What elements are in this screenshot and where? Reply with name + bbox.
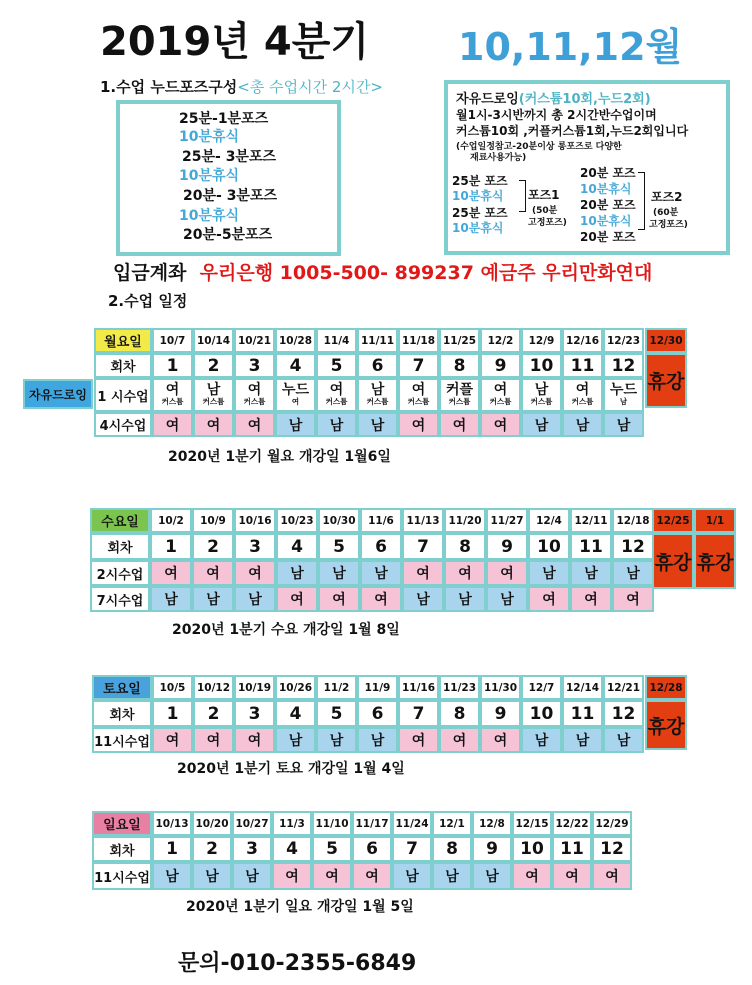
date-cell: 10/26 [275,675,316,700]
gender-cell: 남 [432,862,472,890]
date-cell: 12/9 [521,328,562,353]
round-cell: 12 [603,353,644,378]
gender-cell: 여 [312,862,352,890]
months-heading: 10,11,12월 [458,25,683,69]
model-type: 커스튬 [161,397,184,406]
gender-cell: 남 [150,586,192,612]
round-label: 회차 [90,533,150,560]
holiday-date: 12/25 [652,508,694,533]
date-cell: 12/23 [603,328,644,353]
date-cell: 10/28 [275,328,316,353]
holiday-date: 12/28 [645,675,687,700]
model-type: 커스튬 [366,397,389,406]
holiday-cell: 휴강 [652,533,694,589]
date-cell: 12/21 [603,675,644,700]
gender-cell: 남 [357,412,398,437]
round-cell: 10 [528,533,570,560]
round-cell: 8 [432,836,472,862]
round-cell: 2 [192,533,234,560]
round-cell: 4 [275,353,316,378]
round-cell: 3 [234,700,275,727]
gender-cell: 남 [275,727,316,753]
round-cell: 9 [472,836,512,862]
date-cell: 11/13 [402,508,444,533]
gender-cell: 여 [480,727,521,753]
pose1-sub: (50분 [532,206,558,216]
date-cell: 12/18 [612,508,654,533]
day-label: 토요일 [92,675,152,700]
model-gender: 여 [493,382,508,398]
round-cell: 6 [357,353,398,378]
date-cell: 10/23 [276,508,318,533]
pose-line: 20분 포즈 [580,230,636,244]
round-cell: 7 [398,700,439,727]
holiday-date: 12/30 [645,328,687,353]
date-cell: 11/3 [272,811,312,836]
date-cell: 10/19 [234,675,275,700]
gender-cell: 여 [276,586,318,612]
date-cell: 10/14 [193,328,234,353]
round-cell: 4 [275,700,316,727]
date-cell: 10/20 [192,811,232,836]
gender-cell: 여 [360,586,402,612]
pose-line: 25분 포즈 [452,174,508,188]
gender-cell [398,378,439,412]
row2-label: 7시수업 [90,586,150,612]
gender-cell: 여 [570,586,612,612]
gender-cell [234,378,275,412]
model-gender: 여 [247,382,262,398]
gender-cell: 여 [480,412,521,437]
model-gender: 여 [329,382,344,398]
round-cell: 6 [360,533,402,560]
date-cell: 11/6 [360,508,402,533]
round-cell: 10 [521,353,562,378]
gender-cell: 여 [234,727,275,753]
date-cell: 12/16 [562,328,603,353]
gender-cell [562,378,603,412]
gender-cell: 여 [234,560,276,586]
gender-cell: 남 [603,727,644,753]
gender-cell: 여 [150,560,192,586]
date-cell: 12/11 [570,508,612,533]
pose-line: 20분 포즈 [580,166,636,180]
model-type: 커스튬 [571,397,594,406]
round-cell: 11 [562,700,603,727]
round-cell: 9 [480,353,521,378]
section1-title: 1.수업 누드포즈구성<총 수업시간 2시간> [100,78,383,96]
page-title: 2019년 4분기 [100,19,370,65]
round-cell: 1 [150,533,192,560]
holiday-cell: 휴강 [645,700,687,750]
round-cell: 3 [234,353,275,378]
gender-cell: 남 [276,560,318,586]
model-type: 커스튬 [530,397,553,406]
round-cell: 10 [521,700,562,727]
round-label: 회차 [94,353,152,378]
round-cell: 9 [480,700,521,727]
rest-line: 10분휴식 [452,189,504,203]
round-cell: 6 [352,836,392,862]
gender-cell: 남 [528,560,570,586]
free-drawing-badge: 자유드로잉 [23,379,93,409]
gender-cell: 남 [402,586,444,612]
gender-cell: 여 [398,412,439,437]
round-cell: 7 [398,353,439,378]
round-cell: 1 [152,353,193,378]
round-cell: 7 [402,533,444,560]
gender-cell: 남 [570,560,612,586]
gender-cell [316,378,357,412]
pose2-label: 포즈2 [651,190,683,204]
free-drawing-box [444,80,730,255]
round-cell: 6 [357,700,398,727]
date-cell: 11/9 [357,675,398,700]
date-cell: 11/4 [316,328,357,353]
model-gender: 남 [206,382,221,398]
gender-cell: 여 [552,862,592,890]
date-cell: 10/12 [193,675,234,700]
gender-cell: 남 [232,862,272,890]
gender-cell: 여 [272,862,312,890]
holiday-cell: 휴강 [694,533,736,589]
gender-cell: 여 [234,412,275,437]
gender-cell: 남 [316,412,357,437]
gender-cell: 남 [562,412,603,437]
gender-cell: 남 [472,862,512,890]
gender-cell: 여 [486,560,528,586]
gender-cell: 남 [275,412,316,437]
date-cell: 10/30 [318,508,360,533]
rest-line: 10분휴식 [452,221,504,235]
round-cell: 3 [232,836,272,862]
day-label: 수요일 [90,508,150,533]
gender-cell [275,378,316,412]
round-cell: 12 [592,836,632,862]
round-cell: 2 [193,700,234,727]
pose-line: 20분- 3분포즈 [183,188,278,204]
round-cell: 12 [612,533,654,560]
gender-cell: 남 [357,727,398,753]
free-box-line: 커스튬10회 ,커플커스튬1회,누드2회입니다 [456,124,689,138]
bracket [638,172,645,230]
model-gender: 여 [575,382,590,398]
date-cell: 12/2 [480,328,521,353]
gender-cell: 여 [192,560,234,586]
gender-cell: 여 [512,862,552,890]
round-cell: 5 [316,700,357,727]
round-cell: 9 [486,533,528,560]
model-gender: 여 [411,382,426,398]
gender-cell: 남 [234,586,276,612]
gender-cell: 여 [439,412,480,437]
date-cell: 12/1 [432,811,472,836]
free-box-line: 재료사용가능) [470,153,527,163]
pose1-sub: 고정포즈) [528,218,567,228]
date-cell: 11/23 [439,675,480,700]
gender-cell: 여 [193,412,234,437]
round-cell: 11 [552,836,592,862]
date-cell: 10/2 [150,508,192,533]
round-cell: 8 [439,353,480,378]
model-gender: 남 [370,382,385,398]
round-cell: 7 [392,836,432,862]
monday-opening: 2020년 1분기 월요 개강일 1월6일 [168,449,391,465]
round-cell: 4 [272,836,312,862]
pose-line: 25분 포즈 [452,206,508,220]
day-label: 월요일 [94,328,152,353]
date-cell: 10/13 [152,811,192,836]
round-cell: 4 [276,533,318,560]
gender-cell: 여 [193,727,234,753]
date-cell: 11/24 [392,811,432,836]
pose2-sub: (60분 [653,208,679,218]
model-gender: 남 [534,382,549,398]
holiday-date: 1/1 [694,508,736,533]
row1-label: 11시수업 [92,862,152,890]
free-box-line: 월1시-3시반까지 총 2시간반수업이며 [456,108,657,122]
round-cell: 5 [318,533,360,560]
model-type: 커스튬 [325,397,348,406]
section2-title: 2.수업 일정 [108,292,188,310]
gender-cell [480,378,521,412]
pose-line: 20분-5분포즈 [183,227,273,243]
gender-cell: 여 [352,862,392,890]
round-cell: 2 [192,836,232,862]
model-type: 커스튬 [448,397,471,406]
date-cell: 11/20 [444,508,486,533]
gender-cell [357,378,398,412]
model-gender: 누드 [281,382,310,398]
gender-cell [521,378,562,412]
round-cell: 8 [444,533,486,560]
gender-cell: 여 [592,862,632,890]
date-cell: 12/22 [552,811,592,836]
gender-cell: 여 [152,412,193,437]
gender-cell: 여 [318,586,360,612]
day-label: 일요일 [92,811,152,836]
model-type: 커스튬 [407,397,430,406]
date-cell: 10/21 [234,328,275,353]
round-cell: 11 [562,353,603,378]
date-cell: 11/17 [352,811,392,836]
gender-cell: 여 [398,727,439,753]
gender-cell: 남 [562,727,603,753]
row1-label: 2시수업 [90,560,150,586]
gender-cell: 남 [603,412,644,437]
gender-cell: 남 [392,862,432,890]
date-cell: 11/30 [480,675,521,700]
saturday-opening: 2020년 1분기 토요 개강일 1월 4일 [177,761,405,777]
date-cell: 11/11 [357,328,398,353]
date-cell: 11/2 [316,675,357,700]
gender-cell [152,378,193,412]
gender-cell: 남 [444,586,486,612]
gender-cell: 여 [402,560,444,586]
contact-phone: 문의-010-2355-6849 [178,951,417,976]
bracket [519,180,526,212]
date-cell: 11/18 [398,328,439,353]
date-cell: 12/14 [562,675,603,700]
round-label: 회차 [92,836,152,862]
date-cell: 10/16 [234,508,276,533]
gender-cell [603,378,644,412]
sunday-opening: 2020년 1분기 일요 개강일 1월 5일 [186,899,414,915]
gender-cell: 남 [360,560,402,586]
date-cell: 10/5 [152,675,193,700]
round-cell: 8 [439,700,480,727]
round-cell: 1 [152,700,193,727]
gender-cell: 남 [486,586,528,612]
model-type: 커스튬 [243,397,266,406]
gender-cell: 남 [192,586,234,612]
row2-label: 4시수업 [94,412,152,437]
pose-line: 20분 포즈 [580,198,636,212]
pose2-sub: 고정포즈) [649,220,688,230]
model-type: 커스튬 [202,397,225,406]
date-cell: 10/27 [232,811,272,836]
rest-line: 10분휴식 [179,208,240,224]
gender-cell: 남 [316,727,357,753]
round-label: 회차 [92,700,152,727]
gender-cell [193,378,234,412]
gender-cell: 여 [528,586,570,612]
date-cell: 11/27 [486,508,528,533]
row1-label: 11시수업 [92,727,152,753]
model-type: 커스튬 [489,397,512,406]
pose1-label: 포즈1 [528,188,560,202]
round-cell: 11 [570,533,612,560]
date-cell: 11/10 [312,811,352,836]
model-type: 여 [291,397,300,406]
pose-line: 25분- 3분포즈 [182,149,277,165]
date-cell: 10/9 [192,508,234,533]
rest-line: 10분휴식 [179,168,240,184]
round-cell: 3 [234,533,276,560]
round-cell: 5 [312,836,352,862]
gender-cell: 여 [612,586,654,612]
holiday-cell: 휴강 [645,353,687,408]
model-gender: 여 [165,382,180,398]
date-cell: 11/16 [398,675,439,700]
model-gender: 커플 [445,382,474,398]
date-cell: 12/15 [512,811,552,836]
gender-cell: 남 [318,560,360,586]
rest-line: 10분휴식 [580,214,632,228]
gender-cell: 여 [152,727,193,753]
date-cell: 12/4 [528,508,570,533]
rest-line: 10분휴식 [580,182,632,196]
date-cell: 12/8 [472,811,512,836]
gender-cell: 남 [152,862,192,890]
gender-cell: 남 [192,862,232,890]
round-cell: 12 [603,700,644,727]
rest-line: 10분휴식 [179,129,240,145]
bank-account: 입금계좌 우리은행 1005-500- 899237 예금주 우리만화연대 [113,262,653,284]
model-gender: 누드 [609,382,638,398]
date-cell: 12/7 [521,675,562,700]
gender-cell: 남 [521,412,562,437]
date-cell: 10/7 [152,328,193,353]
date-cell: 12/29 [592,811,632,836]
wednesday-opening: 2020년 1분기 수요 개강일 1월 8일 [172,622,400,638]
round-cell: 1 [152,836,192,862]
date-cell: 11/25 [439,328,480,353]
gender-cell: 여 [444,560,486,586]
row1-label: 1 시수업 [94,378,152,412]
pose-composition-box [116,100,341,256]
free-box-line: (수업일정참고-20분이상 롱포즈로 다양한 [456,142,622,152]
round-cell: 5 [316,353,357,378]
gender-cell: 남 [612,560,654,586]
model-type: 남 [619,397,628,406]
round-cell: 10 [512,836,552,862]
round-cell: 2 [193,353,234,378]
gender-cell: 여 [439,727,480,753]
free-box-title: 자유드로잉(커스튬10회,누드2회) [456,92,651,107]
pose-line: 25분-1분포즈 [179,111,269,127]
gender-cell [439,378,480,412]
gender-cell: 남 [521,727,562,753]
